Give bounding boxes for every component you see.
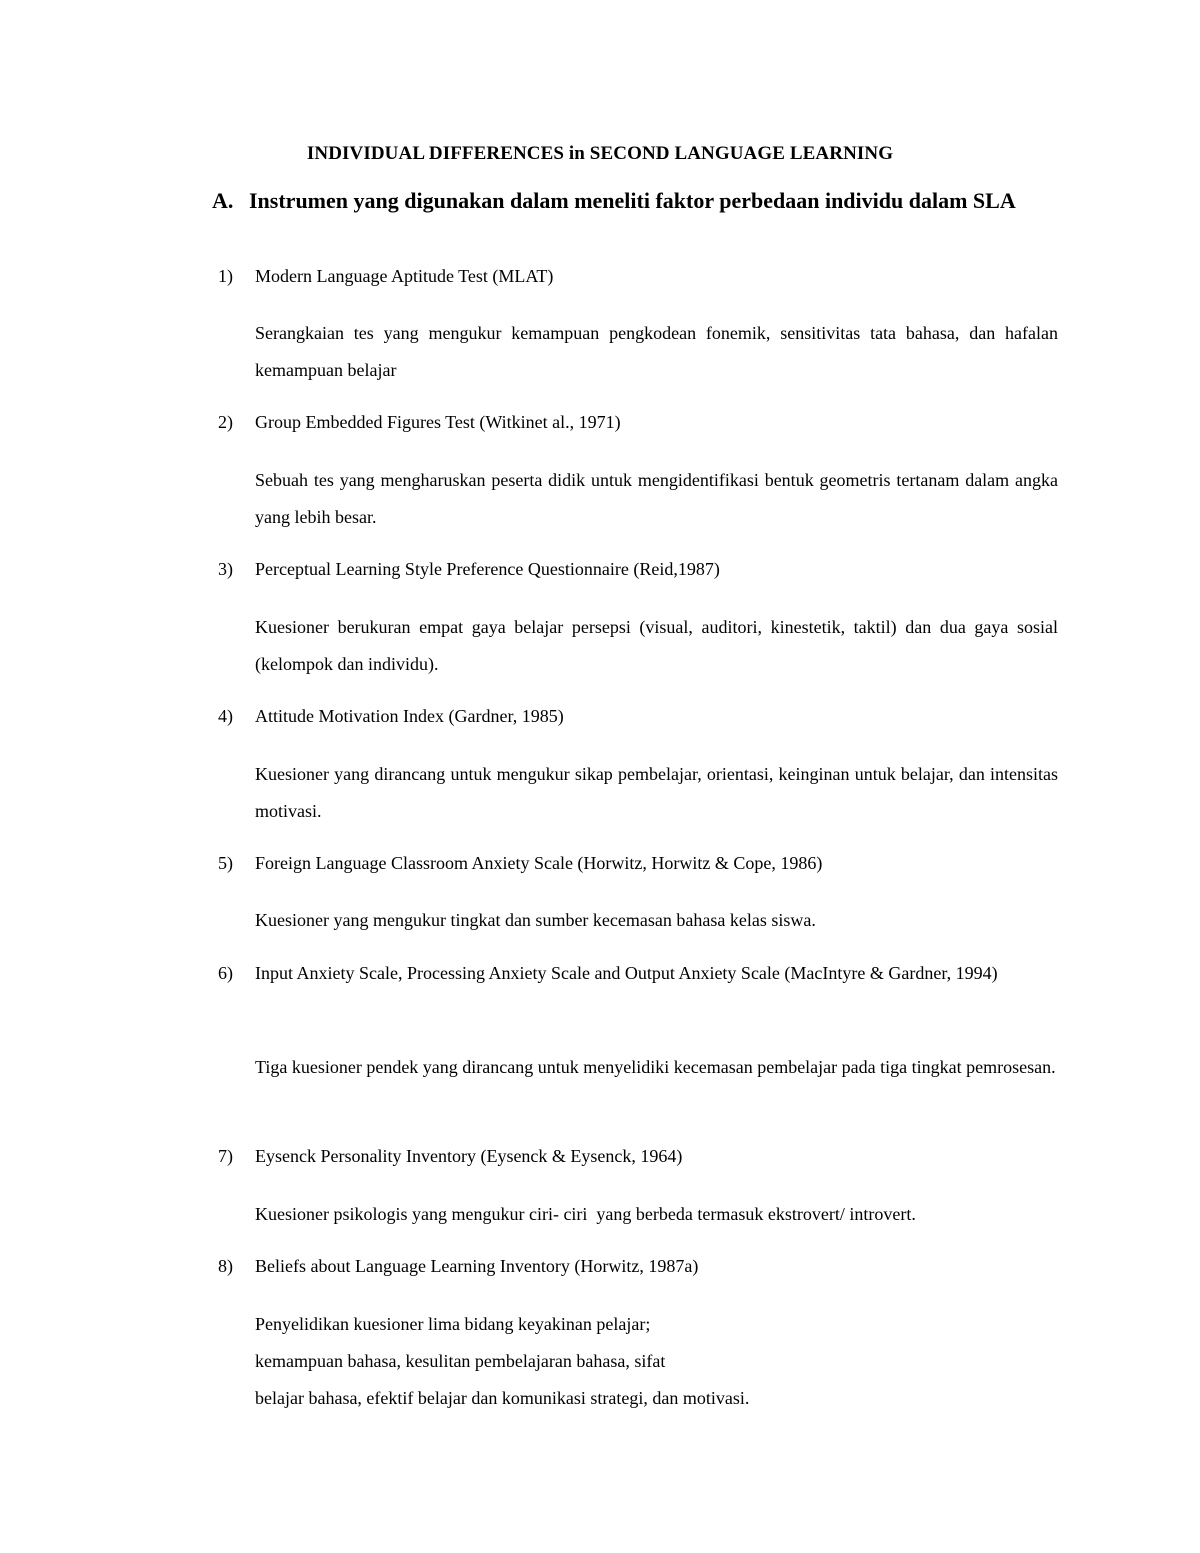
item-description: Tiga kuesioner pendek yang dirancang untuk menyelidiki kecemasan pembelajar pada tiga tingkat pemrosesan. xyxy=(255,1057,1056,1077)
section-heading-text: Instrumen yang digunakan dalam meneliti faktor perbedaan individu dalam SLA xyxy=(249,188,1016,213)
item-title: Beliefs about Language Learning Inventory (Horwitz, 1987a) xyxy=(255,1256,699,1276)
item-description: Kuesioner berukuran empat gaya belajar persepsi (visual, auditori, kinestetik, taktil) dan dua gaya sosial (kelompok dan individu). xyxy=(255,617,1058,674)
item-title: Perceptual Learning Style Preference Questionnaire (Reid,1987) xyxy=(255,559,720,579)
description-line: belajar bahasa, efektif belajar dan komunikasi strategi, dan motivasi. xyxy=(255,1388,750,1408)
item-number: 8) xyxy=(218,1256,233,1276)
item-description: Kuesioner psikologis yang mengukur ciri- ciri yang berbeda termasuk ekstrovert/ introvert. xyxy=(255,1204,916,1224)
item-number: 4) xyxy=(218,706,233,726)
item-title: Group Embedded Figures Test (Witkinet al., 1971) xyxy=(255,412,621,432)
list-item-8 xyxy=(212,1248,1058,1285)
item-title: Modern Language Aptitude Test (MLAT) xyxy=(255,266,554,286)
item-title: Foreign Language Classroom Anxiety Scale (Horwitz, Horwitz & Cope, 1986) xyxy=(255,853,823,873)
list-item-7 xyxy=(212,1138,1058,1175)
list-item-4 xyxy=(212,698,1058,735)
item-number: 6) xyxy=(218,963,233,983)
item-number: 3) xyxy=(218,559,233,579)
description-line: Penyelidikan kuesioner lima bidang keyakinan pelajar; xyxy=(255,1314,651,1334)
document-title: INDIVIDUAL DIFFERENCES in SECOND LANGUAGE LEARNING xyxy=(306,143,894,164)
item-title: Input Anxiety Scale, Processing Anxiety Scale and Output Anxiety Scale (MacIntyre & Gardner, 1994) xyxy=(255,963,998,983)
item-number: 5) xyxy=(218,853,233,873)
section-letter: A. xyxy=(212,188,234,213)
item-number: 2) xyxy=(218,412,233,432)
item-description: Kuesioner yang dirancang untuk mengukur sikap pembelajar, orientasi, keinginan untuk belajar, dan intensitas motivasi. xyxy=(255,764,1058,821)
list-item-2 xyxy=(212,404,1058,441)
item-number: 7) xyxy=(218,1146,233,1166)
item-description xyxy=(255,1306,1058,1417)
item-description: Serangkaian tes yang mengukur kemampuan pengkodean fonemik, sensitivitas tata bahasa, dan hafalan kemampuan belajar xyxy=(255,323,1058,380)
item-title: Eysenck Personality Inventory (Eysenck & Eysenck, 1964) xyxy=(255,1146,683,1166)
list-item-6 xyxy=(212,955,1058,992)
description-line: kemampuan bahasa, kesulitan pembelajaran bahasa, sifat xyxy=(255,1351,666,1371)
list-item-3 xyxy=(212,551,1058,588)
item-number: 1) xyxy=(218,266,233,286)
item-description: Sebuah tes yang mengharuskan peserta didik untuk mengidentifikasi bentuk geometris tertanam dalam angka yang lebih besar. xyxy=(255,470,1058,527)
list-item-5 xyxy=(212,845,1058,882)
item-title: Attitude Motivation Index (Gardner, 1985) xyxy=(255,706,564,726)
item-description: Kuesioner yang mengukur tingkat dan sumber kecemasan bahasa kelas siswa. xyxy=(255,910,816,930)
list-item-1 xyxy=(212,258,1058,295)
section-a-heading xyxy=(212,180,1058,221)
